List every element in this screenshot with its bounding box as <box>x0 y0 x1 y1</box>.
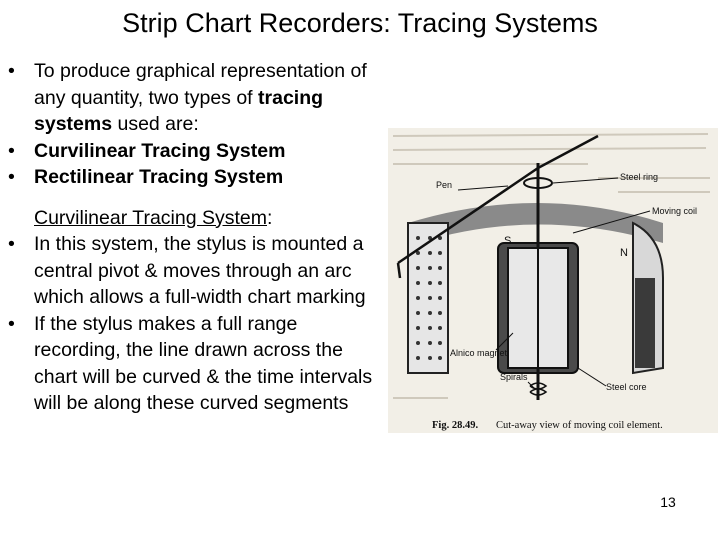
magnet-right-shade <box>635 278 655 368</box>
pen-tip <box>398 263 400 278</box>
figure-caption-number: Fig. 28.49. <box>432 420 479 431</box>
label-moving-coil: Moving coil <box>652 206 698 216</box>
label-alnico-magnet: Alnico magnet <box>450 348 508 358</box>
label-pole-s: S <box>504 235 512 247</box>
moving-coil-diagram <box>388 128 718 433</box>
point-2-text: If the stylus makes a full range recording, the line drawn across the chart will be curved & the time intervals will be along these curved segments <box>34 312 373 414</box>
point-1-text: In this system, the stylus is mounted a central pivot & moves through an arc which allows a full-width chart marking <box>34 233 366 308</box>
moving-coil-figure <box>388 128 718 433</box>
bullet-marker: • <box>8 312 15 335</box>
bullet-intro <box>8 58 383 138</box>
section-heading-text: Curvilinear Tracing System <box>34 206 267 229</box>
bullet-rectilinear-label: Rectilinear Tracing System <box>34 166 284 188</box>
label-pen: Pen <box>436 180 453 190</box>
bullet-point-2 <box>8 311 383 417</box>
section-heading-colon: : <box>267 206 273 229</box>
intro-text-bold: tracing systems <box>34 86 324 135</box>
bullet-marker: • <box>8 166 15 188</box>
figure-caption-text: Cut-away view of moving coil element. <box>496 420 663 431</box>
label-spirals: Spirals <box>500 372 528 382</box>
page-number: 13 <box>660 494 676 510</box>
bullet-rectilinear <box>8 164 383 191</box>
bullet-curvilinear-label: Curvilinear Tracing System <box>34 139 286 162</box>
slide-title: Strip Chart Recorders: Tracing Systems <box>122 8 598 38</box>
intro-text-start: To produce graphical representation of any quantity, two types of <box>34 60 367 109</box>
label-steel-ring: Steel ring <box>620 172 659 182</box>
label-pole-n: N <box>620 247 628 259</box>
bullet-marker: • <box>8 139 15 162</box>
intro-text-end: used are: <box>112 113 199 135</box>
bullet-marker: • <box>8 60 15 82</box>
bullet-curvilinear <box>8 138 383 165</box>
bullet-point-1 <box>8 231 383 311</box>
section-heading <box>8 205 383 232</box>
label-steel-core: Steel core <box>606 382 647 392</box>
bullet-marker: • <box>8 233 15 255</box>
slide-body <box>8 58 383 417</box>
